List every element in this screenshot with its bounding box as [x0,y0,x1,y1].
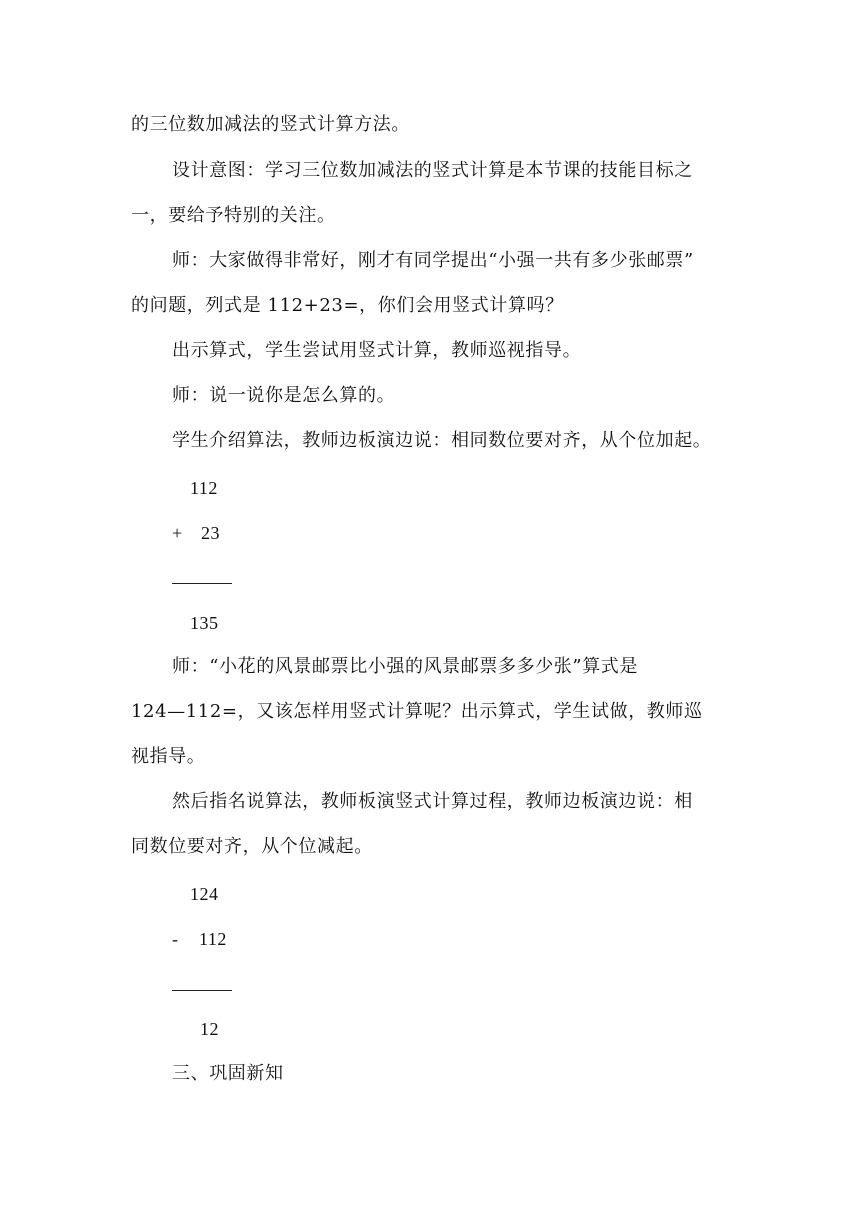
addition-bottom-number: 23 [201,523,220,543]
subtraction-result: 12 [200,1019,219,1039]
subtraction-top-number: 124 [190,884,219,904]
addition-result: 135 [190,613,219,633]
paragraph-line: 师：“小花的风景邮票比小强的风景邮票多多少张”算式是 [172,656,639,677]
paragraph-line: 一，要给予特别的关注。 [131,205,336,226]
subtraction-rule [172,990,232,991]
subtraction-bottom-number: 112 [199,929,227,949]
paragraph-line: 视指导。 [131,746,206,767]
paragraph-line: 师：说一说你是怎么算的。 [172,385,396,406]
paragraph-line: 的三位数加减法的竖式计算方法。 [131,114,410,135]
paragraph-line: 师：大家做得非常好，刚才有同学提出“小强一共有多少张邮票” [172,250,694,271]
addition-top-number: 112 [190,478,218,498]
paragraph-line: 学生介绍算法，教师边板演边说：相同数位要对齐，从个位加起。 [172,430,712,451]
addition-rule [172,583,232,584]
paragraph-line: 124—112=，又该怎样用竖式计算呢？出示算式，学生试做，教师巡 [131,701,703,722]
paragraph-line: 同数位要对齐，从个位减起。 [131,836,373,857]
paragraph-line: 出示算式，学生尝试用竖式计算，教师巡视指导。 [172,340,582,361]
section-heading: 三、巩固新知 [172,1063,284,1084]
paragraph-line: 的问题，列式是 112+23=，你们会用竖式计算吗？ [131,295,564,316]
paragraph-line: 设计意图：学习三位数加减法的竖式计算是本节课的技能目标之 [172,160,693,181]
paragraph-line: 然后指名说算法，教师板演竖式计算过程，教师边板演边说：相 [172,791,693,812]
subtraction-operator: - [172,929,179,949]
addition-operator: + [172,523,183,543]
